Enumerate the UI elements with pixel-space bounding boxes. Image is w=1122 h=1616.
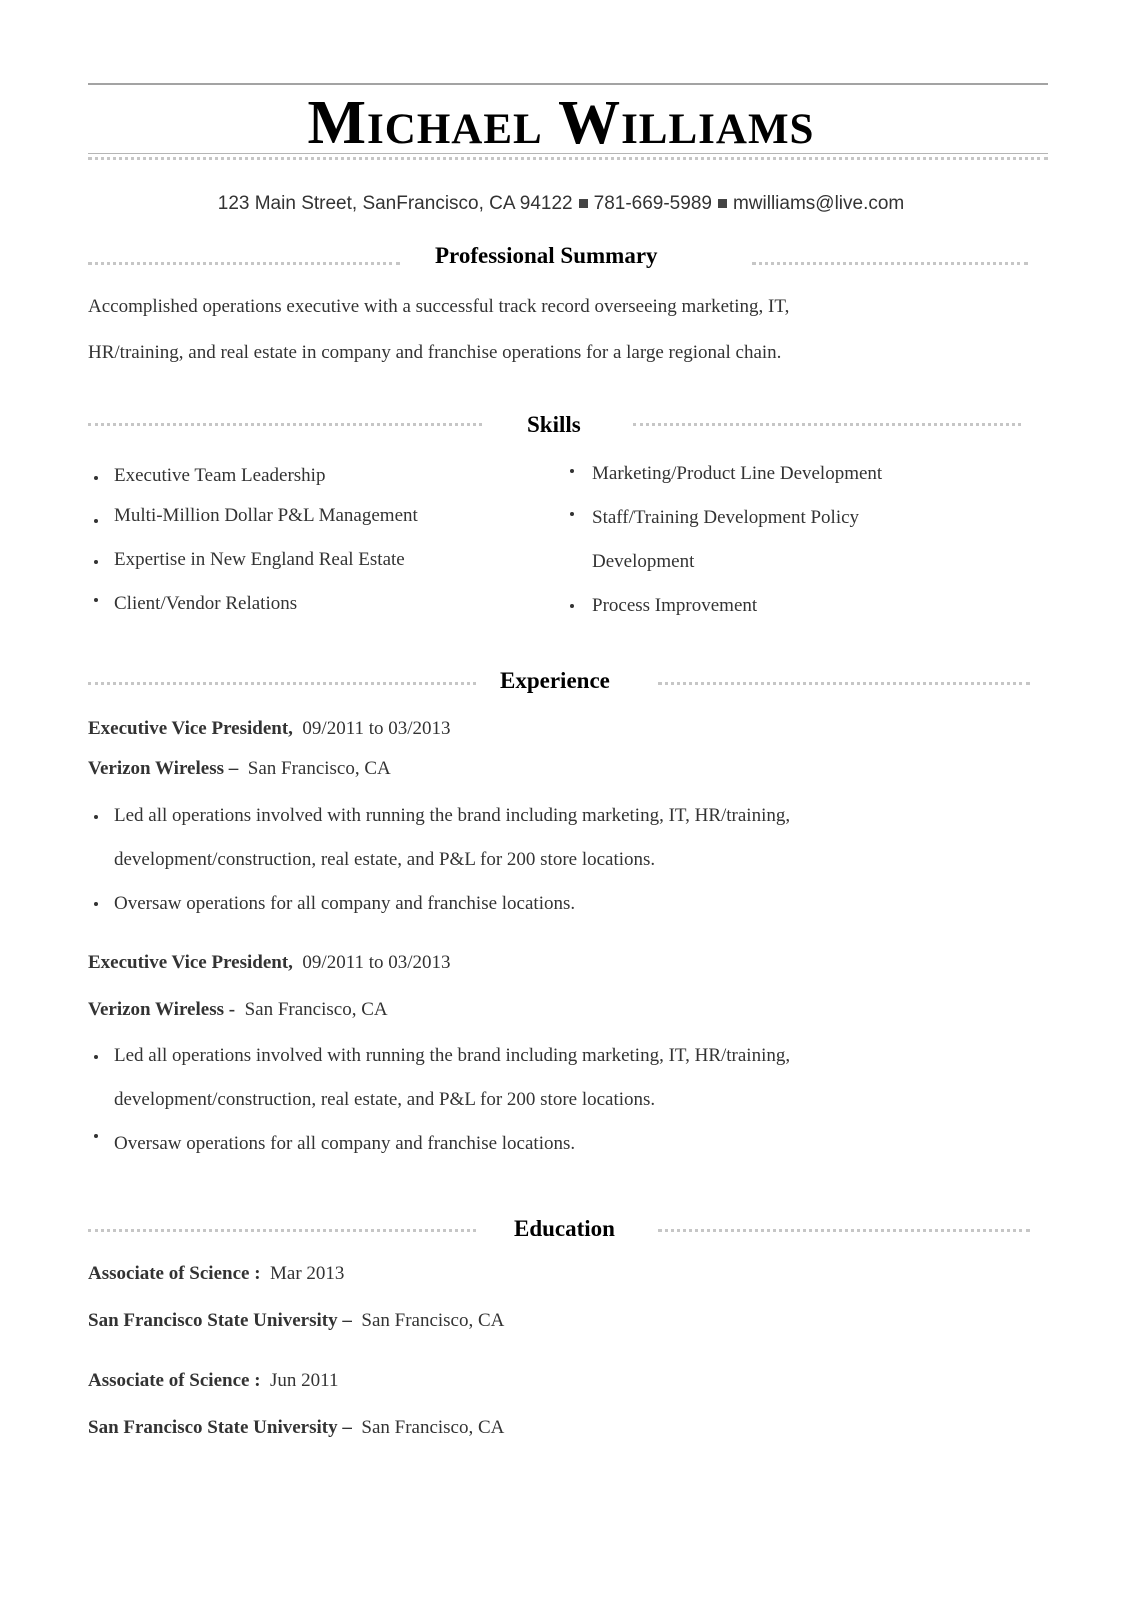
degree-name: Associate of Science : (88, 1370, 261, 1391)
summary-line: HR/training, and real estate in company and franchise operations for a large regional chain. (88, 342, 782, 363)
bullet-icon (94, 519, 98, 523)
skills-heading: Skills (527, 412, 581, 437)
job-title: Executive Vice President, (88, 952, 293, 973)
company-location: San Francisco, CA (244, 999, 388, 1020)
school-name: San Francisco State University – (88, 1417, 352, 1438)
degree-name: Associate of Science : (88, 1263, 261, 1284)
name-dotted-rule (88, 157, 1048, 160)
bullet-icon (570, 604, 574, 608)
experience-heading: Experience (500, 668, 610, 693)
skill-item: Expertise in New England Real Estate (114, 549, 405, 570)
top-rule (88, 83, 1048, 85)
school-line (88, 1417, 504, 1439)
section-divider-left (88, 682, 476, 685)
school-line (88, 1310, 504, 1332)
school-name: San Francisco State University – (88, 1310, 352, 1331)
job-dates: 09/2011 to 03/2013 (302, 952, 451, 973)
section-divider-right (752, 262, 1028, 265)
section-divider-right (658, 682, 1030, 685)
job-bullet: Led all operations involved with running the brand including marketing, IT, HR/training, (114, 1045, 791, 1066)
job-title: Executive Vice President, (88, 718, 293, 739)
address: 123 Main Street, SanFrancisco, CA 94122 (217, 193, 573, 214)
skill-item: Multi-Million Dollar P&L Management (114, 505, 418, 526)
school-location: San Francisco, CA (361, 1310, 505, 1331)
bullet-icon (94, 598, 98, 602)
bullet-icon (94, 815, 98, 819)
skill-item: Process Improvement (592, 595, 758, 616)
section-divider-right (633, 423, 1021, 426)
company-location: San Francisco, CA (247, 758, 391, 779)
job-bullet-continued: development/construction, real estate, and P&L for 200 store locations. (114, 1089, 656, 1110)
job-bullet: Led all operations involved with running the brand including marketing, IT, HR/training, (114, 805, 791, 826)
bullet-icon (94, 560, 98, 564)
name-underline (88, 153, 1048, 154)
bullet-icon (94, 902, 98, 906)
section-divider-left (88, 262, 400, 265)
bullet-icon (94, 1055, 98, 1059)
separator-square-icon (579, 199, 588, 208)
summary-heading: Professional Summary (435, 243, 658, 268)
bullet-icon (570, 512, 574, 516)
degree-line (88, 1370, 338, 1392)
section-divider-right (658, 1229, 1030, 1232)
bullet-icon (94, 1134, 98, 1138)
degree-date: Mar 2013 (270, 1263, 345, 1284)
company-name: Verizon Wireless - (88, 999, 236, 1020)
degree-date: Jun 2011 (270, 1370, 339, 1391)
contact-line (0, 193, 1122, 215)
job-bullet: Oversaw operations for all company and franchise locations. (114, 893, 576, 914)
candidate-name: Michael Williams (307, 89, 815, 157)
job-dates: 09/2011 to 03/2013 (302, 718, 451, 739)
company-line (88, 999, 388, 1021)
skill-item: Development (592, 551, 695, 572)
phone: 781-669-5989 (593, 193, 712, 214)
job-title-line (88, 952, 451, 974)
skill-item: Client/Vendor Relations (114, 593, 298, 614)
skill-item: Executive Team Leadership (114, 465, 326, 486)
company-line (88, 758, 391, 780)
bullet-icon (94, 476, 98, 480)
job-bullet-continued: development/construction, real estate, and P&L for 200 store locations. (114, 849, 656, 870)
bullet-icon (570, 469, 574, 473)
section-divider-left (88, 423, 482, 426)
email: mwilliams@live.com (732, 193, 905, 214)
school-location: San Francisco, CA (361, 1417, 505, 1438)
separator-square-icon (718, 199, 727, 208)
job-bullet: Oversaw operations for all company and franchise locations. (114, 1133, 576, 1154)
job-title-line (88, 718, 451, 740)
degree-line (88, 1263, 344, 1285)
company-name: Verizon Wireless – (88, 758, 239, 779)
section-divider-left (88, 1229, 476, 1232)
skill-item: Staff/Training Development Policy (592, 507, 860, 528)
skill-item: Marketing/Product Line Development (592, 463, 883, 484)
education-heading: Education (514, 1216, 615, 1241)
summary-line: Accomplished operations executive with a successful track record overseeing marketing, IT, (88, 296, 790, 317)
